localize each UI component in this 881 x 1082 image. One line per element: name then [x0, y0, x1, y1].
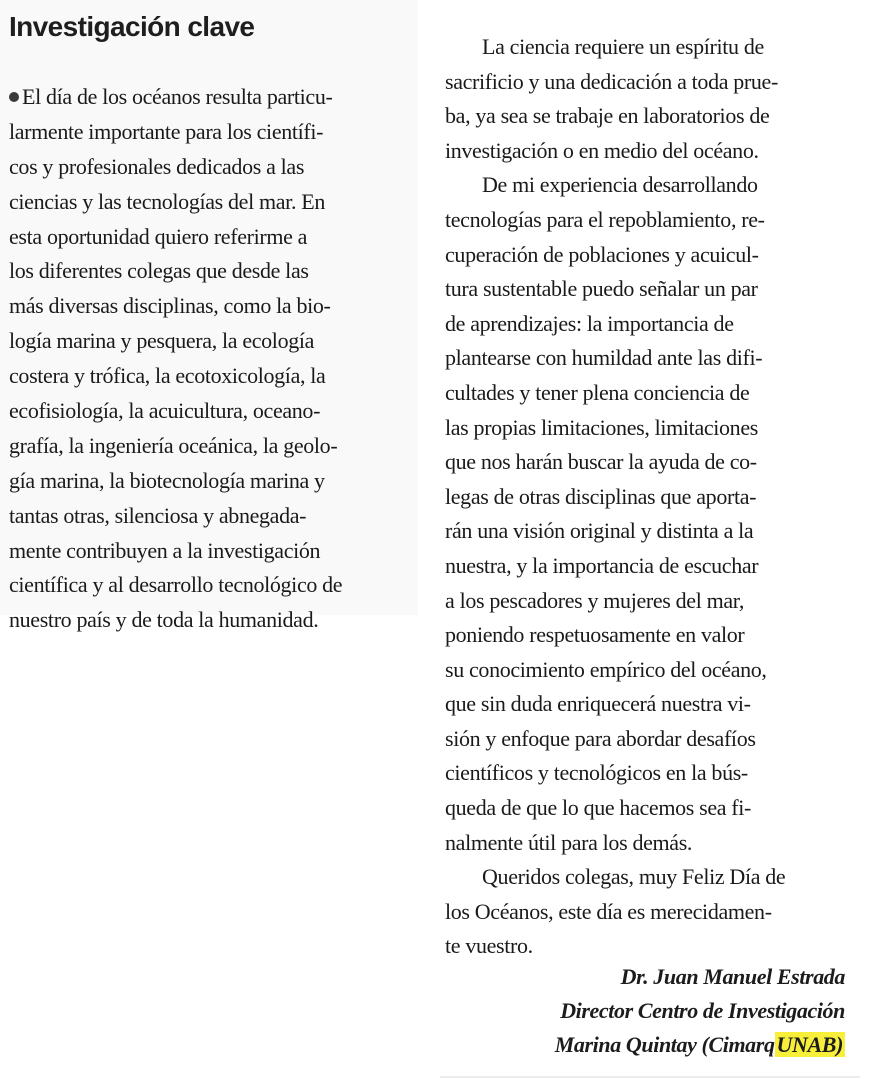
text-line: cuperación de poblaciones y acuicul-	[445, 241, 759, 267]
headline: Investigación clave	[9, 11, 255, 42]
text-line: ciencias y las tecnologías del mar. En	[9, 188, 325, 214]
text-line: mente contribuyen a la investigación	[9, 537, 321, 563]
text-line: tantas otras, silenciosa y abnegada-	[9, 502, 307, 528]
text-line: ecofisiología, la acuicultura, oceano-	[9, 398, 321, 424]
text-line: nalmente útil para los demás.	[445, 829, 693, 855]
text-line: rán una visión original y distinta a la	[445, 518, 754, 544]
highlighted-text: UNAB)	[776, 1032, 843, 1057]
text-line: plantearse con humildad ante las difi-	[445, 345, 763, 371]
text-line: gía marina, la biotecnología marina y	[9, 467, 325, 493]
text-line: de aprendizajes: la importancia de	[445, 310, 734, 336]
text-line: los Océanos, este día es merecidamen-	[445, 898, 772, 924]
text-line: costera y trófica, la ecotoxicología, la	[9, 363, 326, 389]
text-line: poniendo respetuosamente en valor	[445, 622, 745, 648]
text-line: nuestra, y la importancia de escuchar	[445, 552, 759, 578]
signature-affiliation: Marina Quintay (CimarqUNAB)	[554, 1032, 843, 1057]
text-line: científica y al desarrollo tecnológico de	[9, 572, 343, 598]
text-line: que nos harán buscar la ayuda de co-	[445, 449, 757, 475]
text-line: tecnologías para el repoblamiento, re-	[445, 206, 765, 232]
text-line: más diversas disciplinas, como la bio-	[9, 293, 331, 319]
left-column-text	[9, 80, 409, 638]
text-line: nuestro país y de toda la humanidad.	[9, 607, 319, 633]
signature-role: Director Centro de Investigación	[560, 998, 845, 1023]
text-line: investigación o en medio del océano.	[445, 137, 759, 163]
left-column	[0, 0, 418, 633]
text-line: a los pescadores y mujeres del mar,	[445, 587, 745, 613]
text-line: queda de que lo que hacemos sea fi-	[445, 795, 752, 821]
text-line: El día de los océanos resulta particu-	[9, 80, 409, 115]
text-line: La ciencia requiere un espíritu de	[482, 34, 764, 59]
text-line: las propias limitaciones, limitaciones	[445, 414, 758, 440]
text-line: Queridos colegas, muy Feliz Día de	[482, 864, 786, 890]
signature-block	[555, 960, 845, 1062]
text-line: grafía, la ingeniería oceánica, la geolo-	[9, 432, 338, 458]
text-line: los diferentes colegas que desde las	[9, 258, 309, 284]
text-line: larmente importante para los científi-	[9, 118, 324, 144]
text-line: su conocimiento empírico del océano,	[445, 656, 767, 682]
bullet-icon	[9, 92, 19, 102]
text-line: sión y enfoque para abordar desafíos	[445, 725, 756, 751]
text-line: ba, ya sea se trabaje en laboratorios de	[445, 103, 770, 129]
right-column-text	[445, 30, 845, 964]
text-line: cultades y tener plena conciencia de	[445, 379, 750, 405]
text-line: tura sustentable puedo señalar un par	[445, 276, 758, 302]
text-line: De mi experiencia desarrollando	[482, 172, 758, 198]
text-line: esta oportunidad quiero referirme a	[9, 223, 308, 249]
text-line: sacrificio y una dedicación a toda prue-	[445, 68, 778, 94]
text-line: que sin duda enriquecerá nuestra vi-	[445, 691, 751, 717]
text-line: legas de otras disciplinas que aporta-	[445, 483, 757, 509]
signature-name: Dr. Juan Manuel Estrada	[620, 964, 845, 989]
text-line: científicos y tecnológicos en la bús-	[445, 760, 748, 786]
text-line: te vuestro.	[445, 933, 533, 959]
text-line: cos y profesionales dedicados a las	[9, 153, 305, 179]
bottom-divider	[440, 1076, 860, 1078]
text-line: logía marina y pesquera, la ecología	[9, 328, 315, 354]
